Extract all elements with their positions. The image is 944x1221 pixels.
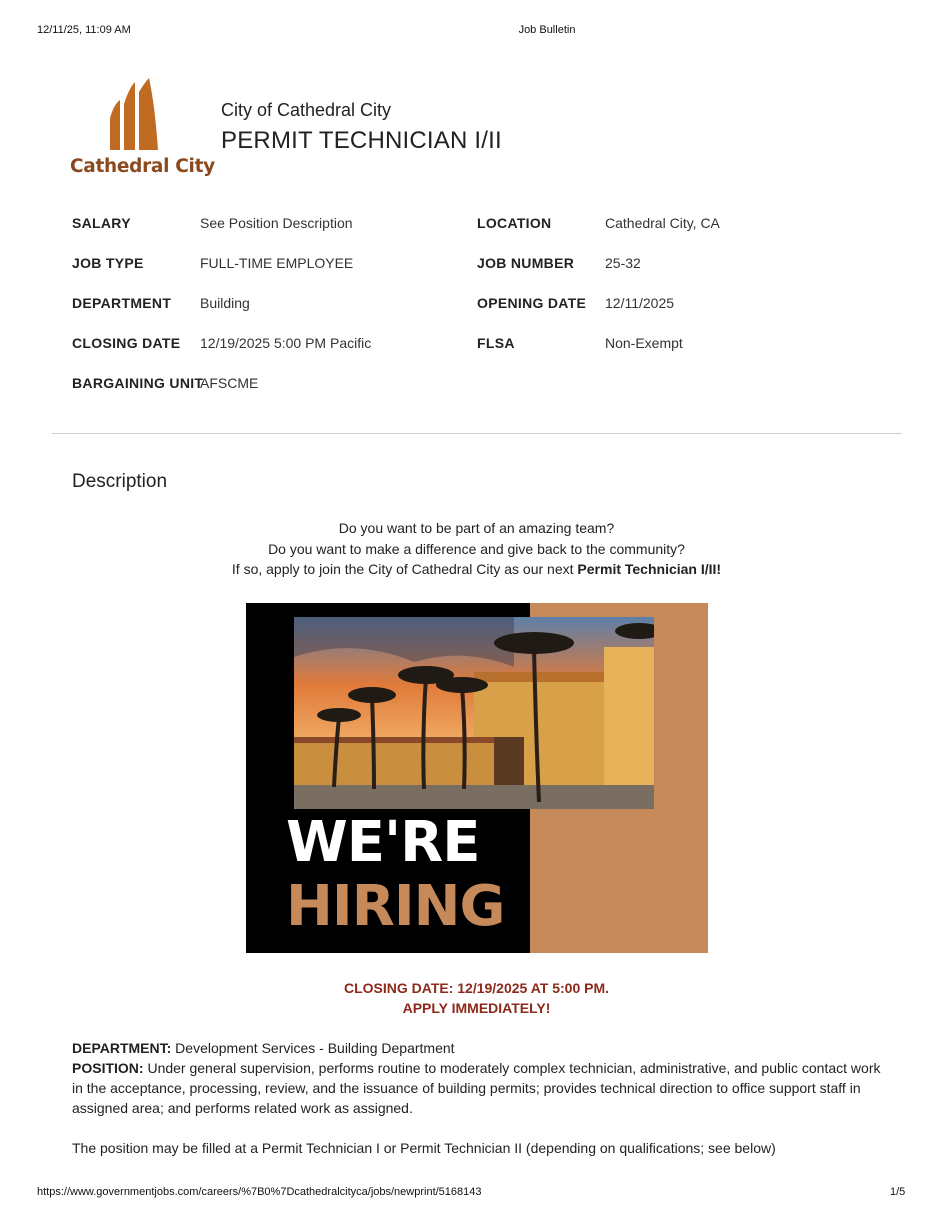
fill-note: The position may be filled at a Permit Technician I or Permit Technician II (depending on qualifications; see below) [72,1140,776,1156]
location-value: Cathedral City, CA [605,215,720,231]
logo-text: Cathedral City [70,156,215,177]
closing-date-label: CLOSING DATE [72,335,181,351]
position-text: Under general supervision, performs routine to moderately complex technician, administrative, and public contact work in the acceptance, processing, review, and the issuance of building permits; provides technical direction to office support staff in assigned area; and performs related work as assigned. [72,1060,881,1116]
page-number: 1/5 [890,1186,906,1198]
org-name: City of Cathedral City [221,100,392,120]
position-label: POSITION: [72,1060,144,1076]
opening-date-label: OPENING DATE [477,295,587,311]
intro-line: If so, apply to join the City of Cathedral City as our next Permit Technician I/II! [231,561,722,577]
salary-label: SALARY [72,215,131,231]
print-header [0,24,944,38]
intro-job-title: Permit Technician I/II! [577,561,722,577]
section-divider [52,433,902,434]
print-url: https://www.governmentjobs.com/careers/%7B0%7Dcathedralcityca/jobs/newprint/5168143 [37,1186,482,1198]
job-number-label: JOB NUMBER [477,255,575,271]
job-info-grid [72,215,912,415]
intro-line: Do you want to be part of an amazing team? [338,520,615,536]
flsa-label: FLSA [477,335,515,351]
location-label: LOCATION [477,215,552,231]
cathedral-city-logo [70,78,215,182]
dept-text: Development Services - Building Department [171,1040,455,1056]
banner-headline-line2: HIRING [286,874,505,939]
print-footer [0,1186,944,1200]
closing-line: APPLY IMMEDIATELY! [402,1000,551,1016]
logo-arches-icon [108,78,164,150]
info-row [72,375,912,415]
city-hall-photo [294,617,654,809]
hiring-banner-image [246,603,708,953]
print-timestamp: 12/11/25, 11:09 AM [37,24,131,36]
job-type-label: JOB TYPE [72,255,144,271]
job-number-value: 25-32 [605,255,641,271]
bargaining-unit-label: BARGAINING UNIT [72,375,204,391]
intro-line: Do you want to make a difference and give back to the community? [268,540,685,557]
info-row [72,255,912,295]
job-type-value: FULL-TIME EMPLOYEE [200,255,354,271]
job-title: PERMIT TECHNICIAN I/II [221,127,502,154]
flsa-value: Non-Exempt [605,335,683,351]
info-row [72,215,912,255]
salary-value: See Position Description [200,215,353,231]
department-paragraph [72,1038,884,1058]
banner-headline-line1: WE'RE [286,810,480,875]
department-label: DEPARTMENT [72,295,172,311]
closing-line: CLOSING DATE: 12/19/2025 AT 5:00 PM. [343,980,610,996]
position-description [72,1038,884,1158]
department-value: Building [200,295,250,311]
info-row [72,335,912,375]
info-row [72,295,912,335]
dept-label: DEPARTMENT: [72,1040,172,1056]
bargaining-unit-value: AFSCME [200,375,259,391]
closing-date-notice [0,978,944,1018]
opening-date-value: 12/11/2025 [605,295,675,311]
position-paragraph [72,1058,884,1118]
closing-date-value: 12/19/2025 5:00 PM Pacific [200,335,372,351]
description-intro [0,518,944,580]
print-title: Job Bulletin [518,24,576,36]
description-heading: Description [72,471,168,492]
